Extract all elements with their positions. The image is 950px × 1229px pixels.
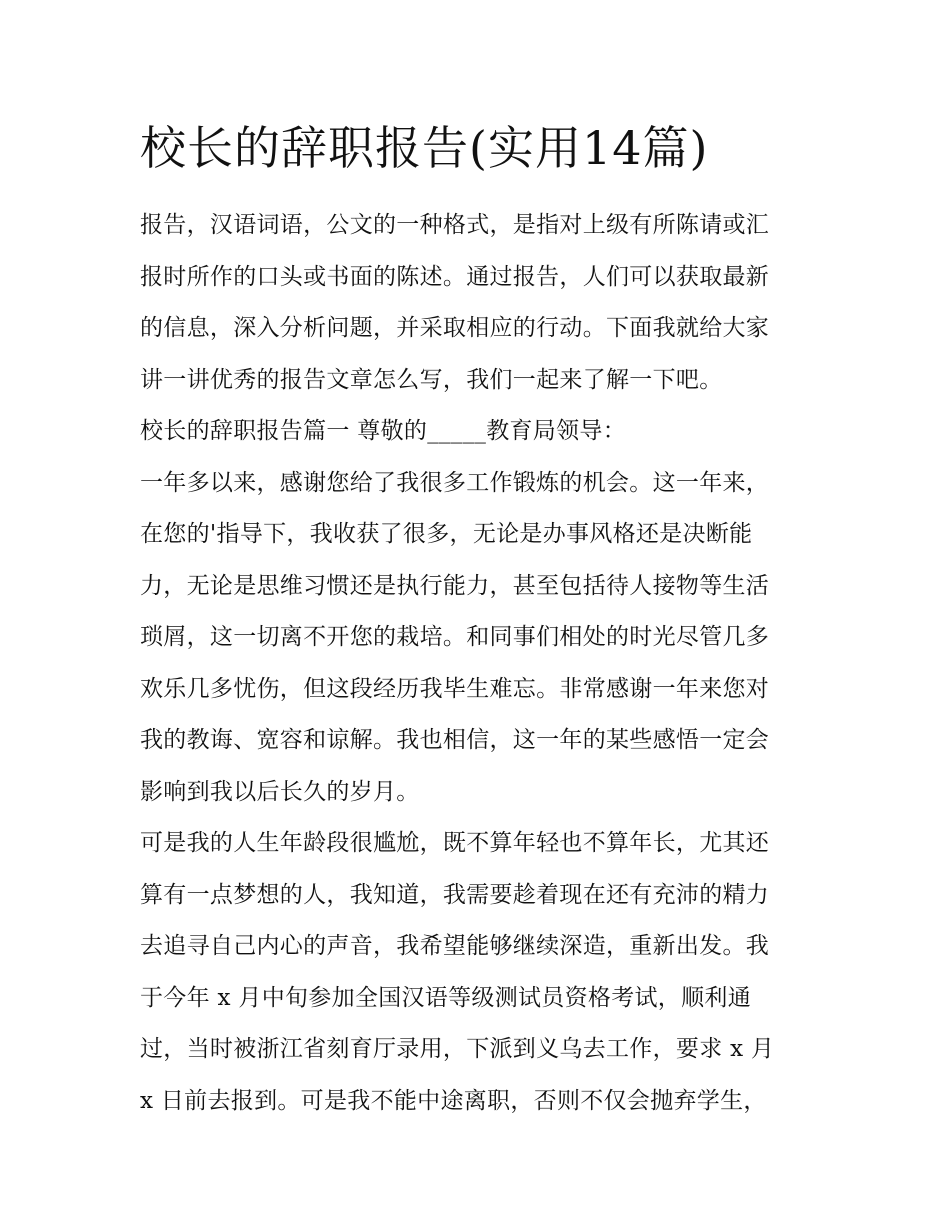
text-line: 影响到我以后长久的岁月。: [140, 778, 420, 805]
text-line: 于今年 x 月中旬参加全国汉语等级测试员资格考试，顺利通: [140, 984, 751, 1011]
document-body: [140, 200, 812, 1127]
text-line: 可是我的人生年龄段很尴尬，既不算年轻也不算年长，尤其还: [140, 830, 770, 856]
text-line: 报告，汉语词语，公文的一种格式，是指对上级有所陈请或汇: [140, 212, 770, 238]
text-line: 一年多以来，感谢您给了我很多工作锻炼的机会。这一年来，: [140, 469, 770, 496]
text-line: x 日前去报到。可是我不能中途离职，否则不仅会抛弃学生，: [140, 1087, 767, 1114]
text-line: 琐屑，这一切离不开您的栽培。和同事们相处的时光尽管几多: [140, 624, 770, 650]
text-line: 报时所作的口头或书面的陈述。通过报告，人们可以获取最新: [140, 263, 770, 290]
text-line: 在您的'指导下，我收获了很多，无论是办事风格还是决断能: [140, 521, 753, 547]
text-line: 我的教诲、宽容和谅解。我也相信，这一年的某些感悟一定会: [140, 727, 770, 753]
text-line: 讲一讲优秀的报告文章怎么写，我们一起来了解一下吧。: [140, 366, 723, 393]
text-line: 力，无论是思维习惯还是执行能力，甚至包括待人接物等生活: [140, 572, 770, 599]
text-line: 过，当时被浙江省刻育厅录用，下派到义乌去工作，要求 x 月: [140, 1036, 775, 1062]
text-line: 欢乐几多忧伤，但这段经历我毕生难忘。非常感谢一年来您对: [140, 675, 770, 702]
text-line: 算有一点梦想的人，我知道，我需要趁着现在还有充沛的精力: [140, 881, 770, 908]
section-heading-line: 校长的辞职报告篇一 尊敬的_____教育局领导：: [140, 418, 627, 444]
text-line: 的信息，深入分析问题，并采取相应的行动。下面我就给大家: [140, 315, 770, 341]
document-title: 校长的辞职报告(实用14篇): [140, 121, 709, 175]
text-line: 去追寻自己内心的声音，我希望能够继续深造，重新出发。我: [140, 933, 770, 959]
